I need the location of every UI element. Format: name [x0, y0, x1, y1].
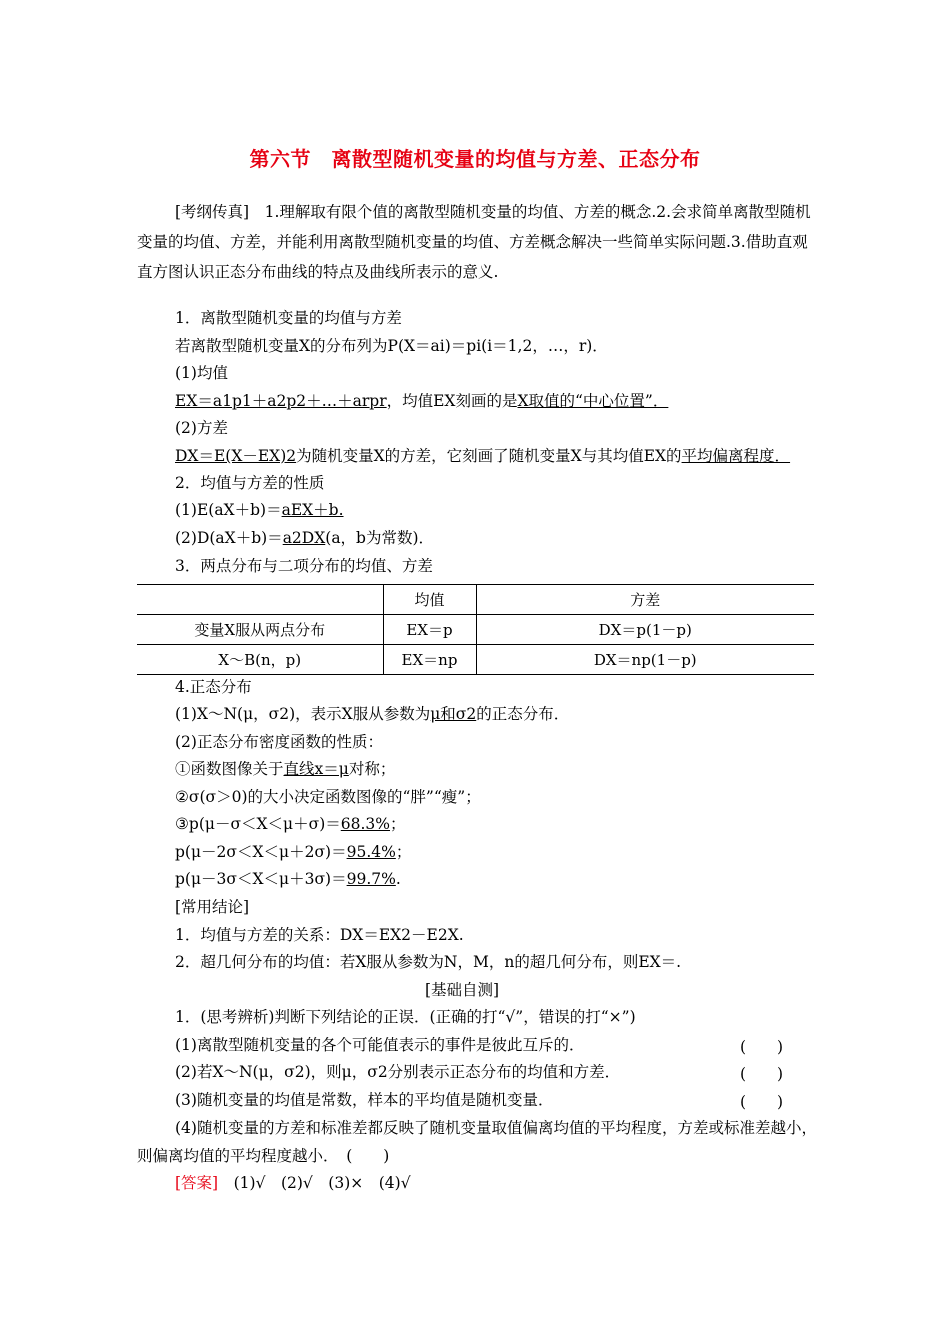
answer-label: [答案]: [175, 1174, 219, 1192]
selftest-question: 1．(思考辨析)判断下列结论的正误．(正确的打“√”，错误的打“×”): [175, 1008, 636, 1026]
conclusion-1: 1．均值与方差的关系：DX＝EX2－E2X.: [175, 926, 464, 944]
table-cell: 变量X服从两点分布: [137, 615, 383, 645]
answer-line: [175, 1173, 411, 1193]
table-row: [137, 645, 814, 675]
normal-def-post: 的正态分布．: [476, 705, 570, 723]
property-2-lhs: (2)D(aX＋b)＝: [175, 529, 283, 547]
answer-blank: ( ): [740, 1093, 784, 1111]
symmetry-post: 对称；: [348, 760, 396, 778]
sigma3-pre: p(μ－3σ＜X＜μ＋3σ)＝: [175, 870, 347, 888]
selftest-item-3: (3)随机变量的均值是常数，样本的平均值是随机变量．: [175, 1091, 554, 1109]
selftest-item-1: (1)离散型随机变量的各个可能值表示的事件是彼此互斥的．: [175, 1036, 585, 1054]
distribution-statement: 若离散型随机变量X的分布列为P(X＝ai)＝pi(i＝1,2，…，r)．: [175, 337, 608, 355]
sigma3-post: .: [395, 870, 401, 888]
mean-desc: ，均值EX刻画的是: [386, 392, 518, 410]
section2-heading: 2．均值与方差的性质: [175, 474, 325, 492]
property-2: [175, 528, 434, 548]
sigma2-blank: 95.4%: [346, 843, 396, 861]
normal-def-pre: (1)X～N(μ，σ2)，表示X服从参数为: [175, 705, 431, 723]
section3-heading: 3．两点分布与二项分布的均值、方差: [175, 557, 433, 575]
sigma2-post: ；: [395, 843, 412, 861]
conclusion-2: 2．超几何分布的均值：若X服从参数为N，M，n的超几何分布，则EX＝.: [175, 953, 682, 971]
property-2-rhs: a2DX: [282, 529, 326, 547]
sigma3-blank: 99.7%: [346, 870, 396, 888]
table-header: 方差: [476, 585, 814, 615]
property-2-sigma: [175, 842, 411, 862]
table-header: [137, 585, 383, 615]
sigma1-post: ；: [390, 815, 406, 833]
property-1-sigma: [175, 814, 406, 834]
variance-formula: DX＝E(X－EX)2: [175, 447, 297, 465]
table-header: 均值: [383, 585, 476, 615]
table-cell: EX＝p: [383, 615, 476, 645]
table-cell: DX＝np(1－p): [476, 645, 814, 675]
variance-line: [175, 446, 790, 466]
syllabus-intro: [考纲传真] 1.理解取有限个值的离散型随机变量的均值、方差的概念.2.会求简单离散型随机变量的均值、方差，并能利用离散型随机变量的均值、方差概念解决一些简单实际问题.3.借助直观直方图认识正态分布曲线的特点及曲线所表示的意义.: [137, 203, 811, 281]
conclusions-heading: [常用结论]: [175, 898, 250, 916]
property-3-sigma: [175, 869, 401, 889]
selftest-heading: [基础自测]: [425, 981, 500, 999]
symmetry-blank: 直线x＝μ: [283, 760, 349, 778]
property-shape: ②σ(σ＞0)的大小决定函数图像的“胖”“瘦”；: [175, 788, 481, 806]
sigma2-pre: p(μ－2σ＜X＜μ＋2σ)＝: [175, 843, 347, 861]
mean-label: (1)均值: [175, 364, 228, 382]
table-cell: X～B(n，p): [137, 645, 383, 675]
property-2-tail: (a，b为常数)．: [325, 529, 435, 547]
selftest-item-4: (4)随机变量的方差和标准差都反映了随机变量取值偏离均值的平均程度，方差或标准差越小，则偏离均值的平均程度越小． ( ): [137, 1119, 817, 1165]
selftest-item-2: (2)若X～N(μ，σ2)，则μ，σ2分别表示正态分布的均值和方差．: [175, 1063, 621, 1081]
answer-blank: ( ): [740, 1038, 784, 1056]
variance-blank: 平均偏离程度．: [681, 447, 791, 465]
table-header-row: [137, 585, 814, 615]
mean-line: [175, 391, 668, 411]
section4-heading: 4.正态分布: [175, 678, 252, 696]
sigma1-pre: ③p(μ－σ＜X＜μ＋σ)＝: [175, 815, 341, 833]
property-1: [175, 500, 344, 520]
normal-def-blank: μ和σ2: [430, 705, 477, 723]
property-1-rhs: aEX＋b.: [281, 501, 344, 519]
mean-blank: X取值的“中心位置”．: [517, 392, 669, 410]
property-symmetry: [175, 759, 395, 779]
property-1-lhs: (1)E(aX＋b)＝: [175, 501, 282, 519]
page-title: 第六节 离散型随机变量的均值与方差、正态分布: [249, 147, 701, 171]
table-cell: DX＝p(1－p): [476, 615, 814, 645]
mean-formula: EX＝a1p1＋a2p2＋…＋arpr: [175, 392, 387, 410]
answer-text: (1)√ (2)√ (3)× (4)√: [233, 1174, 411, 1192]
normal-def: [175, 704, 569, 724]
table-row: [137, 615, 814, 645]
table-cell: EX＝np: [383, 645, 476, 675]
variance-label: (2)方差: [175, 419, 228, 437]
section1-heading: 1．离散型随机变量的均值与方差: [175, 309, 402, 327]
answer-blank: ( ): [740, 1065, 784, 1083]
symmetry-pre: ①函数图像关于: [175, 760, 284, 778]
density-properties-label: (2)正态分布密度函数的性质：: [175, 733, 383, 751]
variance-desc: 为随机变量X的方差，它刻画了随机变量X与其均值EX的: [296, 447, 682, 465]
sigma1-blank: 68.3%: [340, 815, 391, 833]
distribution-table: [137, 584, 814, 675]
